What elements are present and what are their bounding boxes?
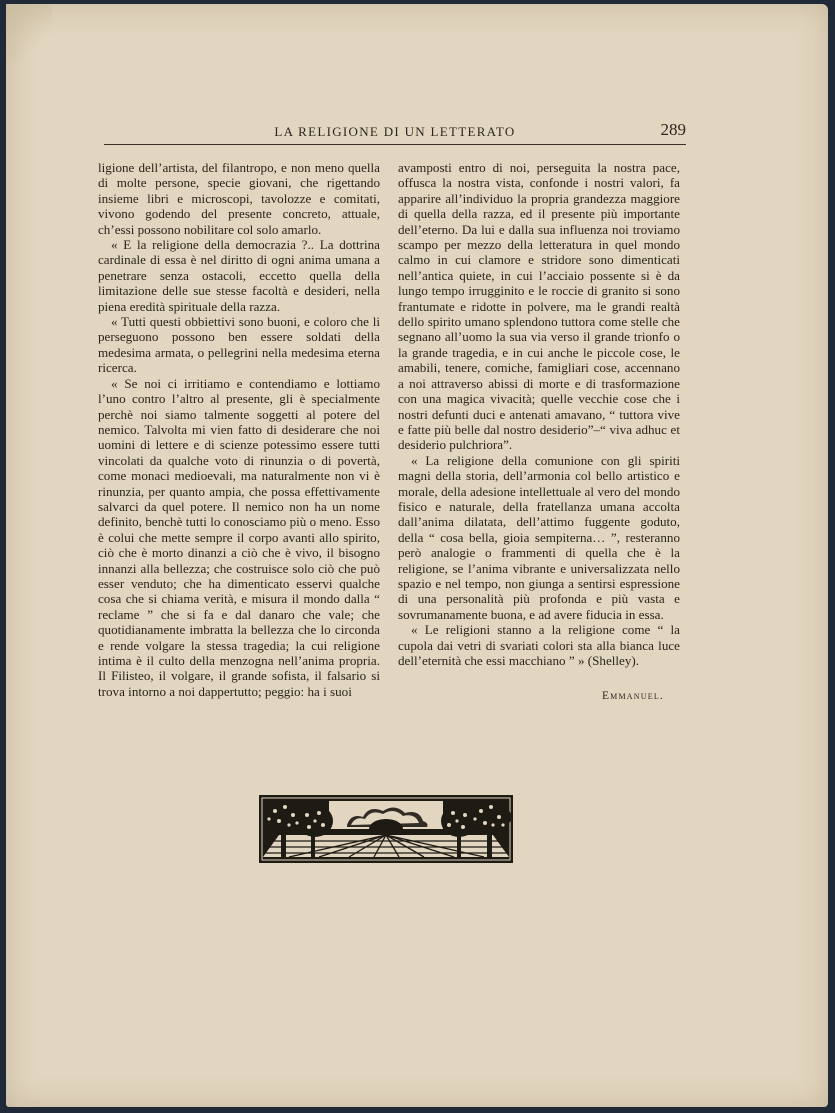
paragraph: « La religione della comunione con gli spiriti magni della storia, dell’armonia col bello artistico e morale, della adesione intellettuale al vero del mondo fisico e naturale, della fratellanza umana accolta dall’anima dilatata, dell’attimo fuggente goduto, della “ cosa bella, gioia sempiterna… ”, resteranno però analogie o frammenti di quella che è la religione, se l’anima vibrante e universalizzata nello spazio e nel tempo, non giunga a sentirsi espressione di una personalità più profonda e più vasta e sovrumanamente buona, e ad avere fiducia in essa. [398,452,680,622]
paragraph: « Le religioni stanno a la religione come “ la cupola dai vetri di svariati colori sta alla bianca luce dell’eternità che essi macchiano ” » (Shelley). [398,622,680,668]
paragraph: ligione dell’artista, del filantropo, e non meno quella di molte persone, specie giovani, che rigettando insieme libri e microscopi, tavolozze e comitati, vivono godendo del presente concreto, attuale, ch’essi possono nobilitare col solo amarlo. [98,160,380,237]
left-column [98,160,380,699]
paragraph: « Se noi ci irritiamo e contendiamo e lottiamo l’uno contro l’altro al presente, gli è specialmente perchè noi siamo talmente soggetti al potere del nemico. Talvolta mi vien fatto di desiderare che noi uomini di lettere e di scienze potessimo essere tutti vincolati da qualche voto di rinunzia o di povertà, come monaci medioevali, ma naturalmente non vi è rinunzia, per quanto ampia, che possa effettivamente salvarci da quel potere. Il nemico non ha un nome definito, benchè tutti lo conosciamo più o meno. Esso è colui che mette sempre il corpo avanti allo spirito, ciò che è morto dinanzi a ciò che è vivo, il bisogno innanzi alla bellezza; che costruisce solo ciò che può esser venduto; che ha dimenticato esservi qualche cosa che si chiama verità, e misura il mondo dalla “ reclame ” che si fa e dal danaro che vale; che quotidianamente imbratta la bellezza che lo circonda e rende volgare la stessa tragedia; la cui religione intima è il culto della menzogna nell’anima propria. Il Filisteo, il volgare, il grande sofista, il falsario si trova intorno a noi dappertutto; peggio: ha i suoi [98,375,380,699]
paragraph: avamposti entro di noi, perseguita la nostra pace, offusca la nostra vista, confonde i nostri valori, fa apparire all’individuo la propria grandezza maggiore di quella della razza, ed il presente più importante dell’eterno. Da lui e dalla sua influenza noi troviamo scampo per mezzo della letteratura in quel mondo calmo in cui clamore e stridore sono dimenticati nell’antica quiete, in cui l’acciaio possente si è da lungo tempo irrugginito e le roccie di granito si sono frantumate e ridotte in polvere, ma le grandi realtà dello spirito umano splendono tuttora come stelle che segnano all’uomo la sua via verso il grande trionfo o la grande tragedia, e in cui anche le piccole cose, le amabili, tenere, comiche, famigliari cose, accennano a noi attraverso abissi di morte e di trasformazione con una magica vivacità; quelle vecchie cose che i nostri defunti duci e antenati amavano, “ tuttora vive e fatte più belle dal nostro desiderio”–“ viva adhuc et desiderio pulchriora”. [398,160,680,453]
paragraph: « E la religione della democrazia ?.. La dottrina cardinale di essa è nel diritto di ogni anima umana a penetrare senza ostacoli, eccetto quella della limitazione delle sue stesse facoltà e desideri, nella piena eredità spirituale della razza. [98,237,380,314]
right-column [398,160,680,668]
page-header [104,120,686,145]
landscape-vignette-icon [259,795,513,863]
author-signature: Emmanuel. [601,690,664,702]
page-number: 289 [660,120,686,139]
running-head: LA RELIGIONE DI UN LETTERATO [274,124,516,139]
paragraph: « Tutti questi obbiettivi sono buoni, e coloro che li perseguono possono ben essere soldati della medesima armata, o pellegrini nella medesima eterna ricerca. [98,314,380,376]
